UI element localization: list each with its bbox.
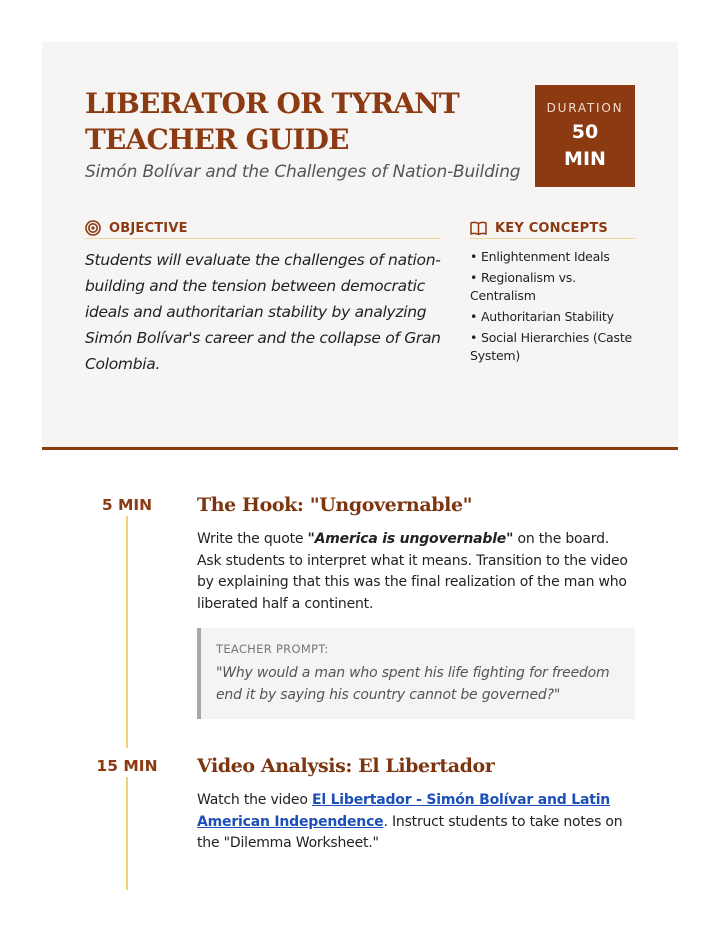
step-body-text: Write the quote (197, 531, 308, 547)
page-subtitle: Simón Bolívar and the Challenges of Nation-Building (85, 162, 521, 182)
objective-text: Students will evaluate the challenges of nation-building and the tension between democratic ideals and authoritarian stability by analyzing Simón Bolívar's career and the collapse of Gran Colombia. (85, 251, 441, 373)
duration-number: 50 (571, 121, 599, 143)
book-icon (470, 221, 487, 236)
key-concepts-heading-label: KEY CONCEPTS (495, 220, 608, 236)
duration-unit: MIN (564, 148, 606, 170)
title-line-1: LIBERATOR OR TYRANT (85, 87, 459, 120)
objective-heading-label: OBJECTIVE (109, 220, 188, 236)
page-title (85, 86, 515, 158)
step-body-text: on the board. Ask students to interpret what it means. Transition to the video by explaining that this was the final realization of the man who liberated half a continent. (197, 531, 628, 612)
duration-badge (535, 85, 635, 187)
step-body-text: Watch the video (197, 792, 312, 808)
list-item: • Social Hierarchies (Caste System) (470, 329, 642, 365)
guide-header (42, 42, 678, 450)
key-concepts-heading (470, 218, 635, 239)
step-time-label: 5 MIN (72, 494, 182, 516)
step-quote: "America is ungovernable" (307, 531, 514, 547)
timeline-line (126, 500, 128, 748)
step-title: Video Analysis: El Libertador (197, 755, 495, 777)
teacher-prompt (197, 628, 635, 719)
step-time-label: 15 MIN (72, 755, 182, 777)
list-item: • Regionalism vs. Centralism (470, 269, 642, 305)
timeline-line (126, 760, 128, 890)
step-body (197, 529, 637, 615)
list-item: • Enlightenment Ideals (470, 248, 642, 266)
target-icon (85, 220, 101, 236)
list-item: • Authoritarian Stability (470, 308, 642, 326)
duration-label: DURATION (546, 101, 624, 115)
duration-value (535, 119, 635, 173)
step-body (197, 790, 637, 855)
key-concepts-list (470, 248, 642, 368)
title-line-2: TEACHER GUIDE (85, 123, 349, 156)
step-title: The Hook: "Ungovernable" (197, 494, 473, 516)
teacher-prompt-text: "Why would a man who spent his life fighting for freedom end it by saying his country cannot be governed?" (216, 665, 610, 703)
teacher-prompt-label: TEACHER PROMPT: (216, 642, 329, 656)
objective-heading (85, 218, 441, 239)
video-link[interactable]: El Libertador - Simón Bolívar and Latin American Independence (197, 792, 611, 830)
step-body-text: . Instruct students to take notes on the "Dilemma Worksheet." (197, 813, 623, 851)
